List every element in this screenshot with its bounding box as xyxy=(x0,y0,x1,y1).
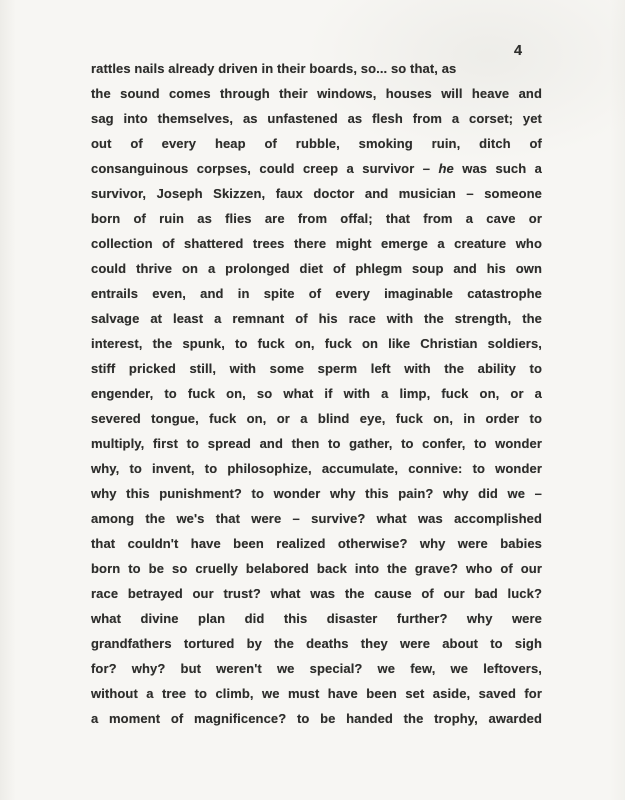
text-line xyxy=(91,631,542,656)
text-line xyxy=(91,506,542,531)
text-segment: multiply, first to spread and then to gather, to confer, to wonder xyxy=(91,436,542,451)
text-segment: was such a xyxy=(453,161,542,176)
text-segment: salvage at least a remnant of his race with the strength, the xyxy=(91,311,542,326)
text-segment: collection of shattered trees there might emerge a creature who xyxy=(91,236,542,251)
text-segment: among the we's that were – survive? what was accomplished xyxy=(91,511,542,526)
text-line xyxy=(91,306,542,331)
text-line xyxy=(91,381,542,406)
text-segment: survivor, Joseph Skizzen, faux doctor and musician – someone xyxy=(91,186,542,201)
page-text-block xyxy=(91,56,542,731)
text-line xyxy=(91,706,542,731)
text-segment: a moment of magnificence? to be handed the trophy, awarded xyxy=(91,711,542,726)
text-line xyxy=(91,331,542,356)
text-segment: severed tongue, fuck on, or a blind eye, fuck on, in order to xyxy=(91,411,542,426)
text-line xyxy=(91,81,542,106)
text-line xyxy=(91,356,542,381)
text-line xyxy=(91,156,542,181)
text-line xyxy=(91,131,542,156)
text-line xyxy=(91,531,542,556)
italic-text-segment: he xyxy=(438,161,454,176)
text-segment: engender, to fuck on, so what if with a limp, fuck on, or a xyxy=(91,386,542,401)
text-line xyxy=(91,231,542,256)
text-segment: born of ruin as flies are from offal; that from a cave or xyxy=(91,211,542,226)
text-segment: the sound comes through their windows, houses will heave and xyxy=(91,86,542,101)
text-line xyxy=(91,406,542,431)
text-segment: consanguinous corpses, could creep a survivor – xyxy=(91,161,439,176)
text-segment: out of every heap of rubble, smoking ruin, ditch of xyxy=(91,136,542,151)
text-segment: why, to invent, to philosophize, accumulate, connive: to wonder xyxy=(91,461,542,476)
page-number: 4 xyxy=(514,43,523,59)
text-segment: interest, the spunk, to fuck on, fuck on like Christian soldiers, xyxy=(91,336,542,351)
text-segment: stiff pricked still, with some sperm left with the ability to xyxy=(91,361,542,376)
text-line xyxy=(91,456,542,481)
text-segment: grandfathers tortured by the deaths they were about to sigh xyxy=(91,636,542,651)
text-segment: could thrive on a prolonged diet of phlegm soup and his own xyxy=(91,261,542,276)
text-segment: without a tree to climb, we must have been set aside, saved for xyxy=(91,686,542,701)
text-segment: rattles nails already driven in their boards, so... so that, as xyxy=(91,61,457,76)
text-segment: why this punishment? to wonder why this pain? why did we – xyxy=(91,486,542,501)
text-segment: race betrayed our trust? what was the cause of our bad luck? xyxy=(91,586,542,601)
text-line xyxy=(91,681,542,706)
text-line xyxy=(91,106,542,131)
text-segment: for? why? but weren't we special? we few, we leftovers, xyxy=(91,661,542,676)
text-line xyxy=(91,656,542,681)
text-segment: sag into themselves, as unfastened as flesh from a corset; yet xyxy=(91,111,542,126)
text-line xyxy=(91,256,542,281)
text-line xyxy=(91,556,542,581)
text-segment: born to be so cruelly belabored back into the grave? who of our xyxy=(91,561,542,576)
text-line xyxy=(91,281,542,306)
text-segment: what divine plan did this disaster further? why were xyxy=(91,611,542,626)
text-segment: that couldn't have been realized otherwise? why were babies xyxy=(91,536,542,551)
text-line xyxy=(91,431,542,456)
text-line xyxy=(91,206,542,231)
text-line xyxy=(91,56,542,81)
text-line xyxy=(91,181,542,206)
text-line xyxy=(91,606,542,631)
text-line xyxy=(91,581,542,606)
text-line xyxy=(91,481,542,506)
text-segment: entrails even, and in spite of every imaginable catastrophe xyxy=(91,286,542,301)
